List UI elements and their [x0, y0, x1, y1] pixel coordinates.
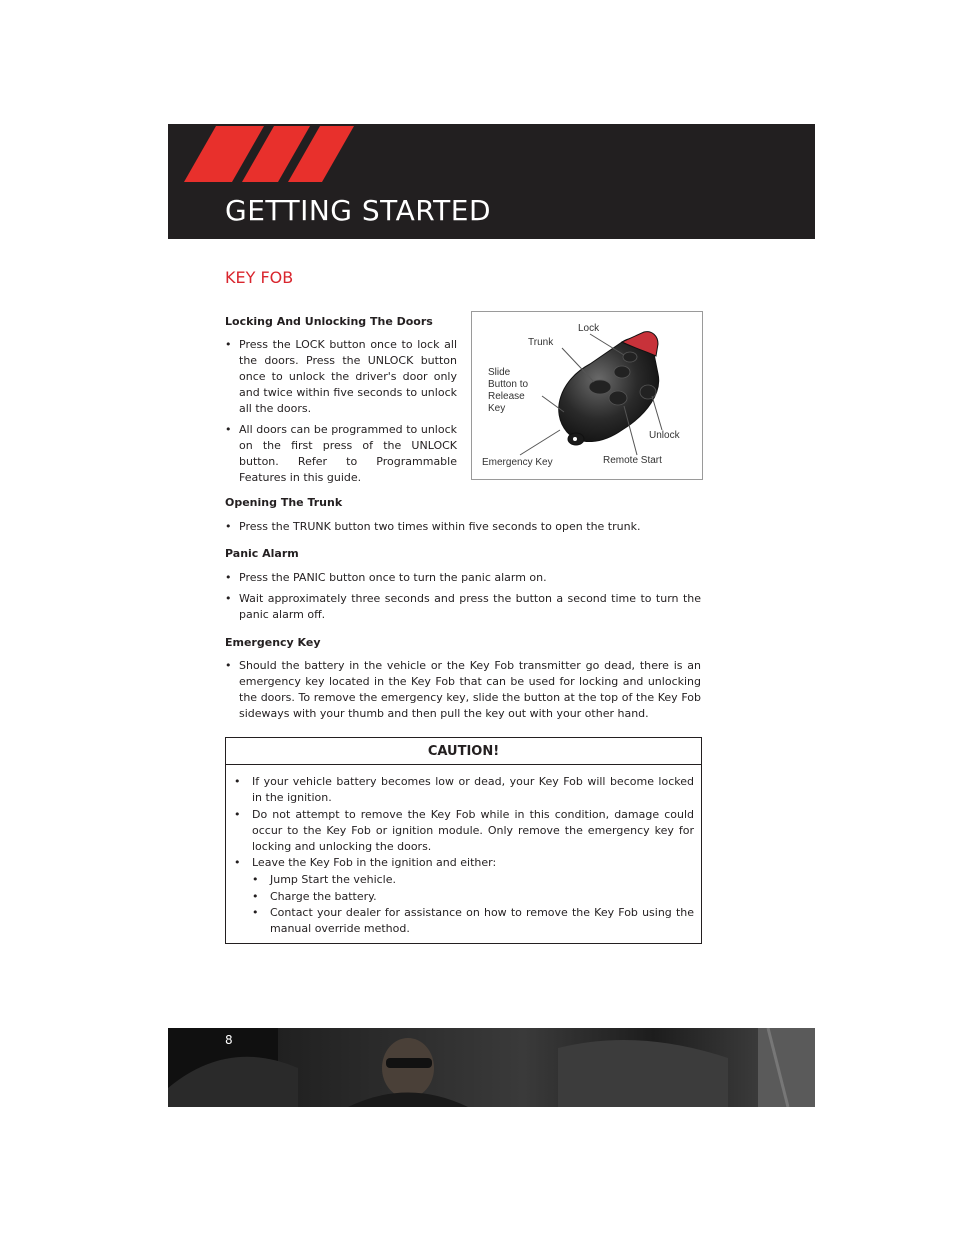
footer-photo — [168, 1028, 815, 1107]
label-slide-line: Release — [488, 391, 525, 402]
trunk-bullet-list — [225, 519, 701, 540]
label-trunk: Trunk — [528, 337, 554, 348]
caution-sub-list — [252, 872, 694, 937]
locking-bullet-list — [225, 337, 457, 491]
footer-photo-band — [168, 1028, 815, 1107]
caution-list — [234, 774, 694, 937]
label-slide-button — [488, 367, 528, 415]
page-heading: KEY FOB — [225, 268, 294, 287]
list-item: • Press the PANIC button once to turn the panic alarm on. — [225, 570, 701, 586]
brand-stripes-logo — [168, 124, 368, 186]
list-item: • Should the battery in the vehicle or the Key Fob transmitter go dead, there is an emergency key located in the Key Fob that can be used for locking and unlocking the doors. To remove the emergency key, slide the button at the top of the Key Fob sideways with your thumb and then pull the key out with your other hand. — [225, 658, 701, 722]
subhead-trunk: Opening The Trunk — [225, 496, 343, 509]
subhead-locking: Locking And Unlocking The Doors — [225, 315, 433, 328]
emergency-bullet-list — [225, 658, 701, 727]
label-slide-line: Slide — [488, 367, 511, 378]
caution-item-text: Leave the Key Fob in the ignition and either: — [252, 856, 497, 870]
list-item — [234, 855, 694, 937]
key-fob-figure — [471, 311, 703, 480]
panic-bullet-list — [225, 570, 701, 628]
list-item: • Jump Start the vehicle. — [252, 872, 694, 888]
label-slide-line: Button to — [488, 379, 529, 390]
list-item: • If your vehicle battery becomes low or dead, your Key Fob will become locked in the ignition. — [234, 774, 694, 807]
list-item: • Press the LOCK button once to lock all the doors. Press the UNLOCK button once to unlock the driver's door only and twice within five seconds to unlock all the doors. — [225, 337, 457, 417]
label-unlock: Unlock — [649, 430, 680, 441]
caution-title: CAUTION! — [226, 738, 701, 765]
label-emergency-key: Emergency Key — [482, 457, 553, 468]
list-item: • Charge the battery. — [252, 889, 694, 905]
list-item: • Wait approximately three seconds and press the button a second time to turn the panic alarm off. — [225, 591, 701, 623]
subhead-panic: Panic Alarm — [225, 547, 299, 560]
page-number: 8 — [225, 1033, 233, 1047]
subhead-emergency-key: Emergency Key — [225, 636, 321, 649]
list-item: • Do not attempt to remove the Key Fob while in this condition, damage could occur to the Key Fob or ignition module. Only remove the emergency key for locking and unlocking the doors. — [234, 807, 694, 856]
label-slide-line: Key — [488, 403, 506, 414]
list-item: • Press the TRUNK button two times within five seconds to open the trunk. — [225, 519, 701, 535]
section-title: GETTING STARTED — [225, 194, 492, 227]
caution-box — [225, 737, 702, 944]
label-lock: Lock — [578, 323, 600, 334]
label-remote-start: Remote Start — [603, 455, 662, 466]
section-header-band — [168, 124, 815, 239]
list-item: • Contact your dealer for assistance on how to remove the Key Fob using the manual override method. — [252, 905, 694, 938]
list-item: • All doors can be programmed to unlock on the first press of the UNLOCK button. Refer to Programmable Features in this guide. — [225, 422, 457, 486]
